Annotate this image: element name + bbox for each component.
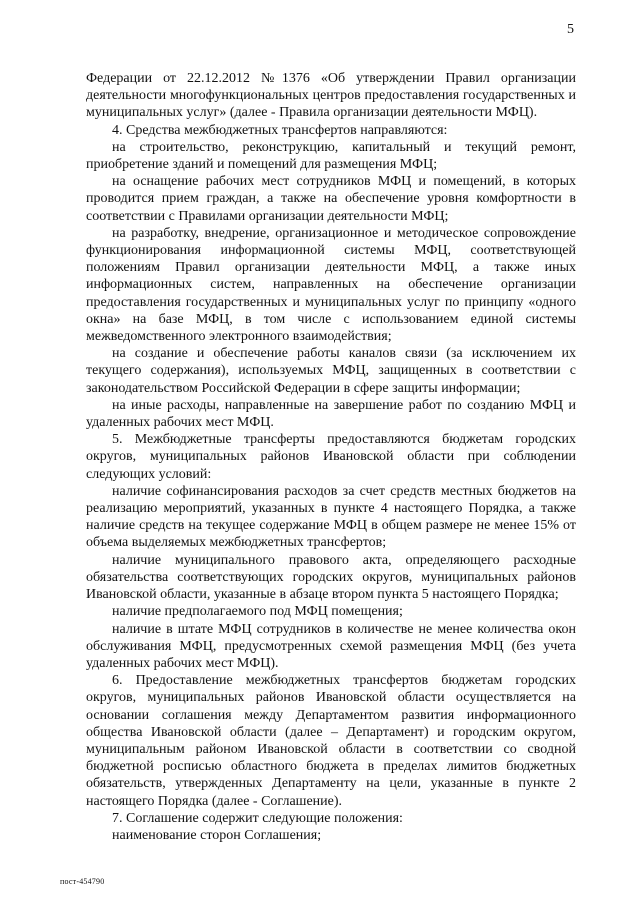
paragraph-cofinancing: наличие софинансирования расходов за счет средств местных бюджетов на реализацию мероприятий, указанных в пункте 4 настоящего Порядка, а также наличие средств на текущее содержание МФЦ в общем размере не менее 15% от объема выделяемых межбюджетных трансфертов; — [86, 483, 576, 551]
paragraph-item-4-heading: 4. Средства межбюджетных трансфертов направляются: — [112, 122, 448, 138]
document-code: пост-454790 — [60, 877, 105, 886]
paragraph-staff: наличие в штате МФЦ сотрудников в количестве не менее количества окон обслуживания МФЦ, предусмотренных схемой размещения МФЦ (без учета удаленных рабочих мест МФЦ). — [86, 621, 576, 671]
paragraph-equipment: на оснащение рабочих мест сотрудников МФЦ и помещений, в которых проводится прием граждан, а также на обеспечение уровня комфортности в соответствии с Правилами организации деятельности МФЦ; — [86, 174, 576, 224]
paragraph-item-7-heading: 7. Соглашение содержит следующие положения: — [112, 810, 403, 826]
paragraph-continuation: Федерации от 22.12.2012 №1376 «Об утверждении Правил организации деятельности многофункциональных центров предоставления государственных и муниципальных услуг» (далее - Правила организации деятельности МФЦ). — [86, 71, 576, 121]
paragraph-construction: на строительство, реконструкцию, капитальный и текущий ремонт, приобретение зданий и помещений для размещения МФЦ; — [86, 139, 576, 173]
paragraph-other-expenses: на иные расходы, направленные на завершение работ по созданию МФЦ и удаленных рабочих мест МФЦ. — [86, 397, 576, 431]
paragraph-legal-act: наличие муниципального правового акта, определяющего расходные обязательства соответствующих городских округов, муниципальных районов Ивановской области, указанные в абзаце втором пункта 5 настоящего Порядка; — [86, 552, 576, 603]
paragraph-communication-channels: на создание и обеспечение работы каналов связи (за исключением их текущего содержания), используемых МФЦ, защищенных в соответствии с законодательством Российской Федерации в сфере защиты информации; — [86, 346, 576, 396]
paragraph-item-6: 6. Предоставление межбюджетных трансфертов бюджетам городских округов, муниципальных районов Ивановской области осуществляется на основании соглашения между Департаментом развития информационного общества Ивановской области (далее – Департамент) и городским округом, муниципальным районом Ивановской области в соответствии со сводной бюджетной росписью областного бюджета в пределах лимитов бюджетных обязательств, утвержденных Департаменту на цели, указанные в пункте 2 настоящего Порядка (далее - Соглашение). — [86, 673, 576, 809]
document-body — [86, 70, 576, 844]
paragraph-parties-name: наименование сторон Соглашения; — [112, 827, 322, 843]
paragraph-item-5-heading: 5. Межбюджетные трансферты предоставляются бюджетам городских округов, муниципальных районов Ивановской области при соблюдении следующих условий: — [86, 432, 576, 482]
paragraph-premises: наличие предполагаемого под МФЦ помещения; — [112, 604, 403, 620]
paragraph-information-system: на разработку, внедрение, организационное и методическое сопровождение функционирования информационной системы МФЦ, соответствующей положениям Правил организации деятельности МФЦ, а также иных информационных систем, направленных на обеспечение организации предоставления государственных и муниципальных услуг по принципу «одного окна» на базе МФЦ, в том числе с использованием единой системы межведомственного электронного взаимодействия; — [86, 225, 576, 345]
page-number: 5 — [567, 22, 574, 37]
